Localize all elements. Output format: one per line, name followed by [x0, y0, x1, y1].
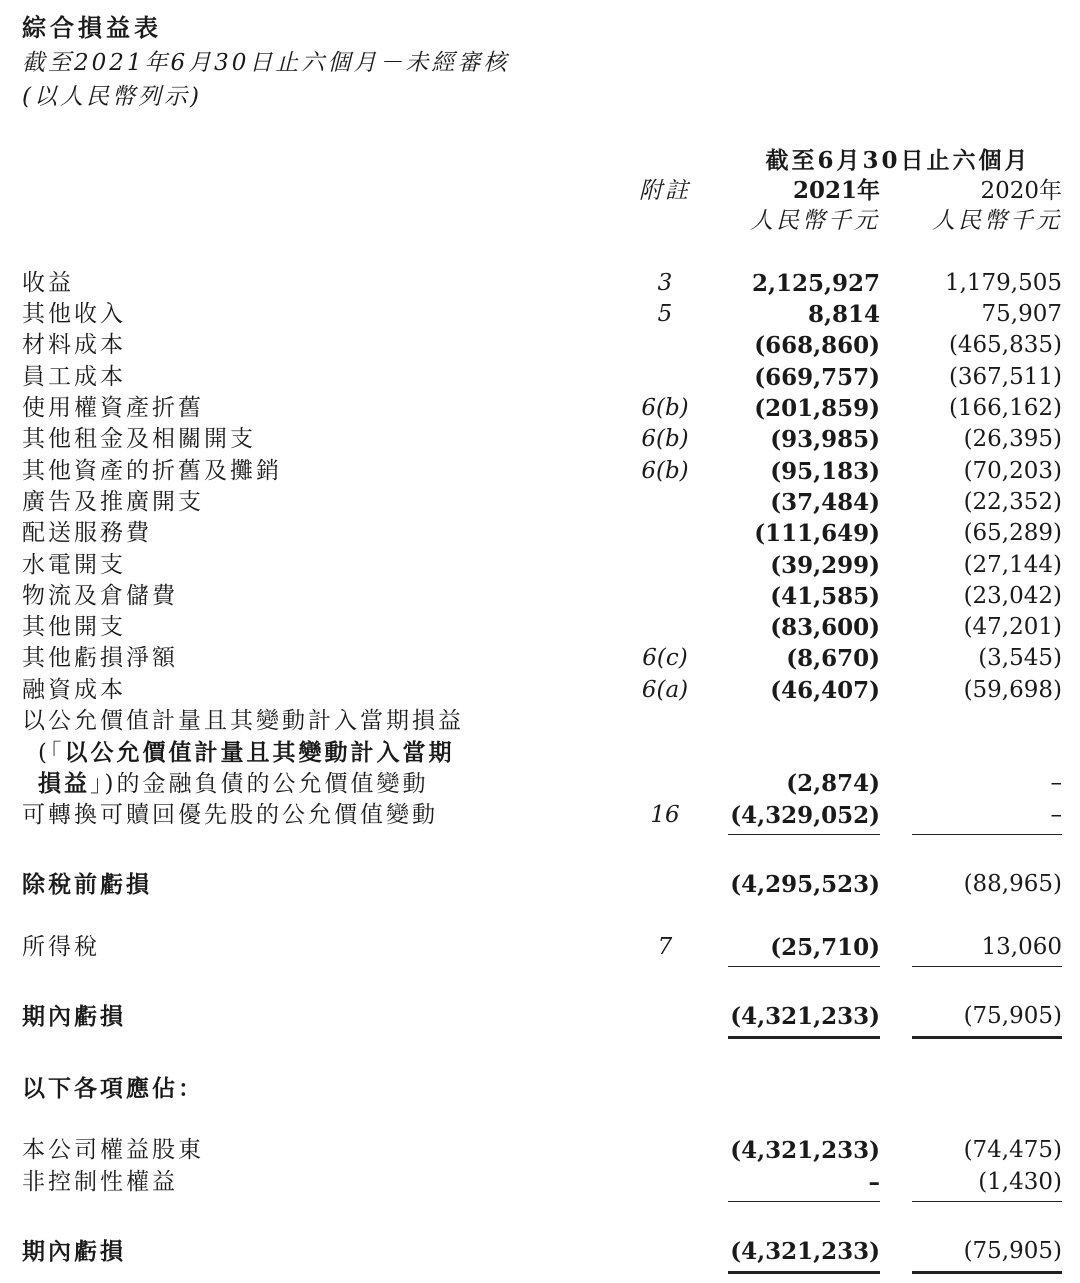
row-label: 使用權資產折舊	[22, 395, 204, 421]
row-value-2020: (23,042)	[963, 583, 1062, 609]
fv-item-line1	[0, 706, 1080, 737]
row-value-2021: –	[868, 1169, 880, 1196]
table-row	[0, 800, 1080, 831]
row-label: 員工成本	[22, 364, 126, 390]
total-double-rule	[912, 1036, 1062, 1039]
row-value-2021: (41,585)	[770, 583, 880, 610]
row-label: 廣告及推廣開支	[22, 489, 204, 515]
page-subtitle: 截至2021年6月30日止六個月－未經審核	[22, 50, 510, 76]
row-value-2021: (93,985)	[770, 426, 880, 453]
row-value-2020: (47,201)	[963, 614, 1062, 640]
table-row	[0, 299, 1080, 330]
row-value-2020: (1,430)	[978, 1169, 1062, 1195]
row-label: 非控制性權益	[22, 1169, 178, 1195]
fv-defined-term: 以公允價值計量且其變動計入當期	[64, 739, 455, 766]
row-value-2020: (3,545)	[978, 645, 1062, 671]
row-label: 配送服務費	[22, 520, 152, 546]
table-row	[0, 487, 1080, 518]
row-label: 物流及倉儲費	[22, 583, 178, 609]
row-label: 期內虧損	[22, 1238, 126, 1265]
row-value-2020: (75,905)	[963, 1003, 1062, 1029]
row-value-2020: (27,144)	[963, 552, 1062, 578]
row-value-2021: (668,860)	[754, 332, 880, 359]
table-row	[0, 675, 1080, 706]
income-tax-row	[0, 932, 1080, 963]
row-value-2020: (59,698)	[963, 677, 1062, 703]
equity-holders-row	[0, 1135, 1080, 1166]
row-note: 6(b)	[641, 426, 689, 452]
column-year-2021: 2021年	[792, 177, 880, 204]
row-note: 6(b)	[641, 458, 689, 484]
table-row	[0, 362, 1080, 393]
fv-rest: 」)的金融負債的公允價值變動	[90, 771, 429, 797]
table-row	[0, 456, 1080, 487]
row-label: 其他租金及相關開支	[22, 426, 256, 452]
column-note-header: 附註	[639, 178, 691, 204]
row-value-2021: (8,670)	[786, 645, 880, 672]
loss-for-period-row	[0, 1236, 1080, 1267]
row-value-2020: (75,905)	[963, 1238, 1062, 1264]
row-note: 3	[657, 270, 673, 296]
total-double-rule	[728, 1271, 880, 1274]
row-note: 6(a)	[641, 677, 689, 703]
row-value-2021: (39,299)	[770, 552, 880, 579]
row-label: 其他資產的折舊及攤銷	[22, 458, 282, 484]
row-value-2020: (74,475)	[963, 1137, 1062, 1163]
row-label: 可轉換可贖回優先股的公允價值變動	[22, 802, 438, 828]
row-value-2021: (201,859)	[754, 395, 880, 422]
row-note: 5	[657, 301, 673, 327]
row-label: 水電開支	[22, 552, 126, 578]
row-value-2021: (4,295,523)	[730, 871, 880, 898]
total-double-rule	[912, 1271, 1062, 1274]
row-value-2020: 13,060	[981, 934, 1062, 960]
fv-defined-term-end: 損益	[38, 770, 90, 797]
row-value-2021: (83,600)	[770, 614, 880, 641]
row-label: 本公司權益股東	[22, 1137, 204, 1163]
nci-row	[0, 1167, 1080, 1198]
currency-note: (以人民幣列示)	[22, 84, 202, 110]
column-period-header: 截至6月30日止六個月	[765, 147, 1031, 174]
row-label: 其他虧損淨額	[22, 645, 178, 671]
row-label: 材料成本	[22, 332, 126, 358]
subtotal-rule	[912, 1201, 1062, 1202]
row-value-2021: (37,484)	[770, 489, 880, 516]
row-value-2021: (46,407)	[770, 677, 880, 704]
row-value-2021: (95,183)	[770, 458, 880, 485]
row-value-2021: (2,874)	[786, 770, 880, 797]
row-label: 除稅前虧損	[22, 871, 152, 898]
row-label: 其他開支	[22, 614, 126, 640]
row-value-2020: (166,162)	[948, 395, 1062, 421]
row-note: 6(b)	[641, 395, 689, 421]
subtotal-rule	[912, 834, 1062, 835]
column-unit-2021: 人民幣千元	[750, 208, 880, 234]
table-row	[0, 643, 1080, 674]
row-value-2021: 8,814	[807, 301, 880, 328]
fv-item-line3	[0, 768, 1080, 799]
table-row	[0, 581, 1080, 612]
row-value-2020: 1,179,505	[944, 270, 1062, 296]
fv-item-line2	[0, 737, 1080, 768]
row-value-2021: (4,321,233)	[730, 1137, 880, 1164]
subtotal-rule	[728, 834, 880, 835]
table-row	[0, 550, 1080, 581]
row-value-2021: (669,757)	[754, 364, 880, 391]
row-value-2020: 75,907	[981, 301, 1062, 327]
table-row	[0, 330, 1080, 361]
row-label: 其他收入	[22, 301, 126, 327]
row-label: 融資成本	[22, 677, 126, 703]
row-note: 7	[657, 934, 673, 960]
row-label	[38, 737, 454, 769]
row-note: 6(c)	[642, 645, 688, 671]
row-label	[38, 768, 428, 800]
row-label: 以公允價值計量且其變動計入當期損益	[22, 708, 464, 734]
subtotal-rule	[728, 1201, 880, 1202]
row-value-2020: (465,835)	[948, 332, 1062, 358]
row-value-2020: (70,203)	[963, 458, 1062, 484]
table-row	[0, 612, 1080, 643]
column-year-2020: 2020年	[980, 178, 1062, 204]
row-label: 期內虧損	[22, 1003, 126, 1030]
loss-for-period-row	[0, 1001, 1080, 1032]
table-row	[0, 268, 1080, 299]
table-row	[0, 518, 1080, 549]
row-value-2021: (111,649)	[754, 520, 880, 547]
row-value-2020: (65,289)	[963, 520, 1062, 546]
row-value-2021: 2,125,927	[751, 270, 880, 297]
row-value-2020: –	[1050, 802, 1062, 828]
subtotal-rule	[728, 966, 880, 967]
row-value-2021: (4,321,233)	[730, 1003, 880, 1030]
row-value-2020: (88,965)	[963, 871, 1062, 897]
row-value-2020: (26,395)	[963, 426, 1062, 452]
row-value-2021: (4,321,233)	[730, 1238, 880, 1265]
column-unit-2020: 人民幣千元	[932, 208, 1062, 234]
row-value-2021: (4,329,052)	[730, 802, 880, 829]
total-double-rule	[728, 1036, 880, 1039]
row-value-2021: (25,710)	[770, 934, 880, 961]
attributable-heading	[0, 1073, 1080, 1104]
row-label: 所得稅	[22, 934, 100, 960]
page-title: 綜合損益表	[22, 13, 162, 42]
row-value-2020: –	[1050, 770, 1062, 796]
row-value-2020: (22,352)	[963, 489, 1062, 515]
row-value-2020: (367,511)	[948, 364, 1062, 390]
table-row	[0, 393, 1080, 424]
subtotal-rule	[912, 966, 1062, 967]
loss-before-tax-row	[0, 869, 1080, 900]
row-label: 收益	[22, 270, 74, 296]
fv-prefix: (「	[38, 740, 65, 766]
table-row	[0, 424, 1080, 455]
row-note: 16	[650, 802, 680, 828]
row-label: 以下各項應佔：	[22, 1075, 204, 1102]
